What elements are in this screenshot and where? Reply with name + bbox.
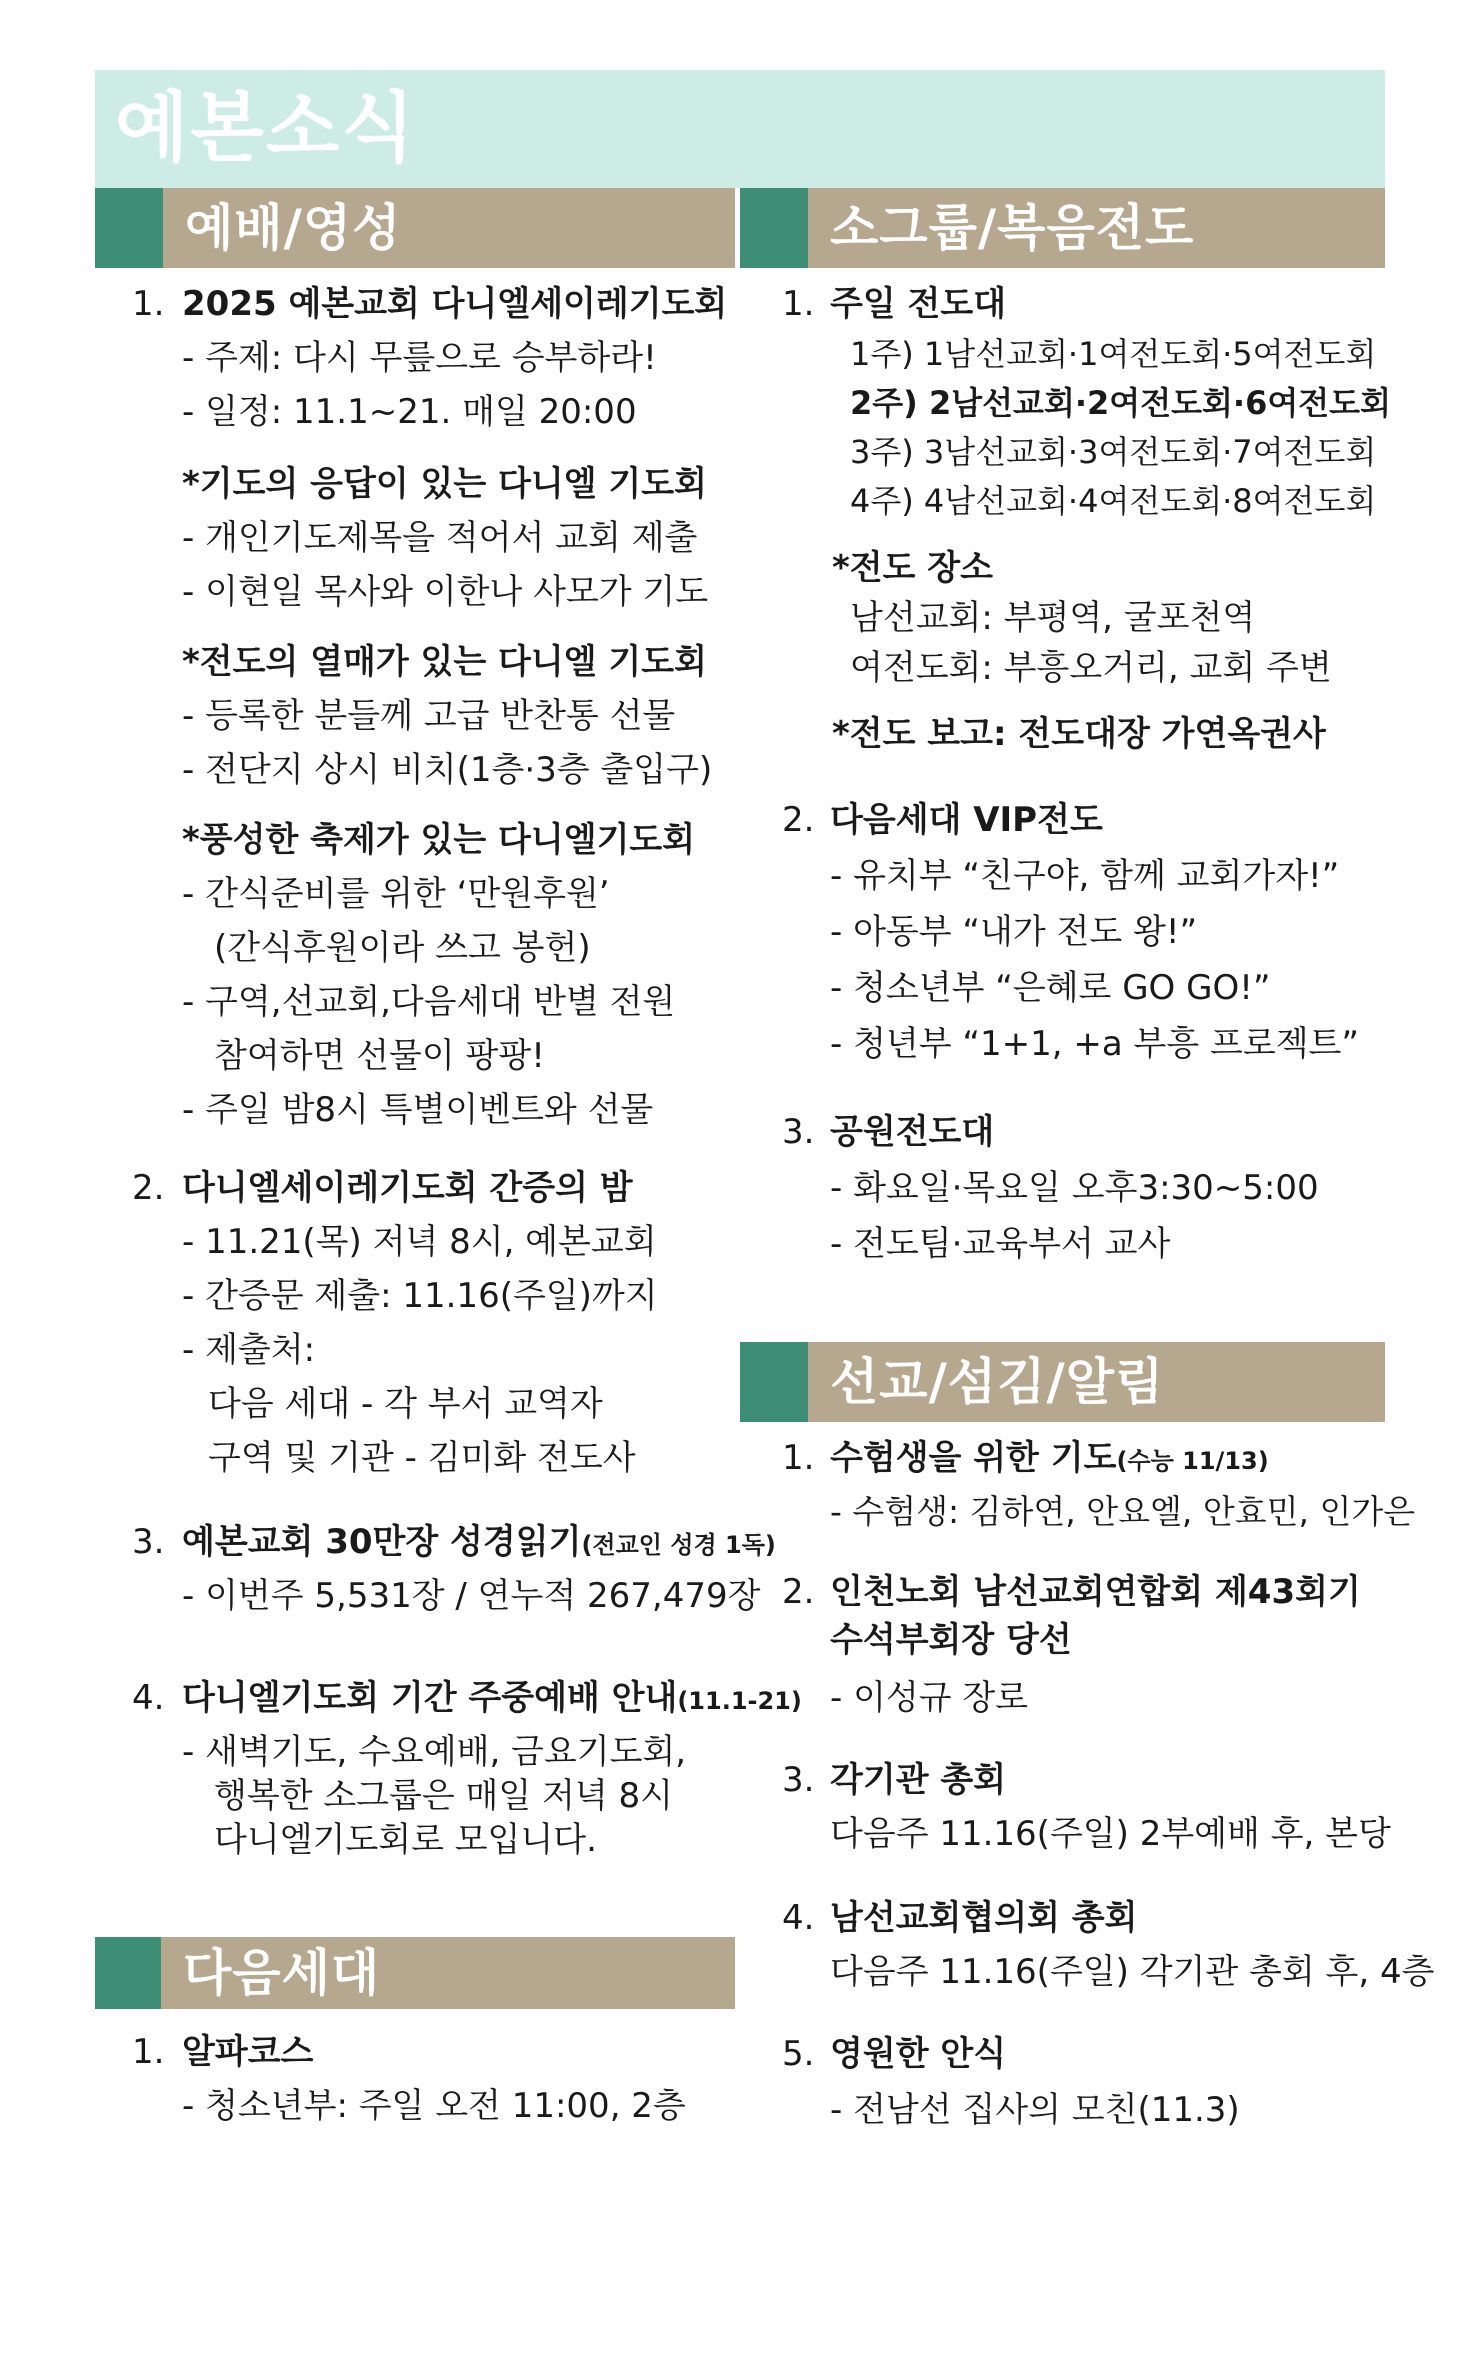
list-item: - 유치부 “친구야, 함께 교회가자!” <box>830 856 1340 896</box>
section-accent <box>95 1937 161 2009</box>
item-number: 3. <box>782 1760 815 1800</box>
item-title: 각기관 총회 <box>830 1760 1007 1800</box>
list-item: - 간증문 제출: 11.16(주일)까지 <box>182 1276 658 1316</box>
item-title: 알파코스 <box>182 2032 314 2072</box>
item-title: 남선교회협의회 총회 <box>830 1898 1138 1938</box>
list-item: - 제출처: <box>182 1330 316 1370</box>
section-title: 다음세대 <box>183 1944 381 2002</box>
list-item: - 이성규 장로 <box>830 1678 1029 1718</box>
list-item: - 일정: 11.1~21. 매일 20:00 <box>182 392 637 432</box>
list-item: - 구역,선교회,다음세대 반별 전원 <box>182 982 676 1022</box>
section-accent <box>740 188 808 268</box>
item-number: 1. <box>132 284 165 324</box>
list-item: - 전도팀·교육부서 교사 <box>830 1224 1171 1264</box>
item-title: 주일 전도대 <box>830 284 1007 324</box>
list-item: - 주제: 다시 무릎으로 승부하라! <box>182 338 657 378</box>
item-title-text: 예본교회 30만장 성경읽기 <box>182 1522 582 1562</box>
item-number: 5. <box>782 2034 815 2074</box>
list-item: - 등록한 분들께 고급 반찬통 선물 <box>182 696 676 736</box>
list-item: 구역 및 기관 - 김미화 전도사 <box>208 1438 636 1478</box>
list-item: 다음 세대 - 각 부서 교역자 <box>208 1384 603 1424</box>
item-title-note: (11.1-21) <box>677 1687 802 1715</box>
list-item: 여전도회: 부흥오거리, 교회 주변 <box>850 648 1332 688</box>
item-title-text: 다니엘기도회 기간 주중예배 안내 <box>182 1678 678 1718</box>
section-accent <box>740 1342 808 1422</box>
list-item: 참여하면 선물이 팡팡! <box>214 1036 545 1076</box>
list-item: - 이번주 5,531장 / 연누적 267,479장 <box>182 1576 761 1616</box>
list-item: - 새벽기도, 수요예배, 금요기도회, <box>182 1732 687 1772</box>
list-item: - 간식준비를 위한 ‘만원후원’ <box>182 874 610 914</box>
item-title <box>182 1676 802 1723</box>
item-title: 인천노회 남선교회연합회 제43회기 <box>830 1572 1361 1612</box>
list-item: - 개인기도제목을 적어서 교회 제출 <box>182 518 698 558</box>
item-title: 영원한 안식 <box>830 2034 1007 2074</box>
list-item: 다음주 11.16(주일) 각기관 총회 후, 4층 <box>830 1952 1435 1992</box>
section-header-smallgroup <box>740 188 1385 268</box>
list-item: 다음주 11.16(주일) 2부예배 후, 본당 <box>830 1814 1391 1854</box>
section-title: 선교/섬김/알림 <box>830 1353 1165 1411</box>
item-number: 1. <box>782 1438 815 1478</box>
list-item: 1주) 1남선교회·1여전도회·5여전도회 <box>850 335 1377 373</box>
sub-heading: *풍성한 축제가 있는 다니엘기도회 <box>182 820 696 860</box>
list-item: 2주) 2남선교회·2여전도회·6여전도회 <box>850 384 1391 422</box>
list-item: 3주) 3남선교회·3여전도회·7여전도회 <box>850 433 1377 471</box>
item-title-note: (전교인 성경 1독) <box>581 1531 776 1559</box>
item-number: 2. <box>782 800 815 840</box>
item-number: 4. <box>782 1898 815 1938</box>
page-title: 예본소식 <box>115 83 417 172</box>
section-accent <box>95 188 163 268</box>
list-item: - 전남선 집사의 모친(11.3) <box>830 2090 1240 2130</box>
item-number: 3. <box>132 1522 165 1562</box>
list-item: - 11.21(목) 저녁 8시, 예본교회 <box>182 1222 657 1262</box>
list-item: - 청소년부: 주일 오전 11:00, 2층 <box>182 2086 686 2126</box>
section-header-mission <box>740 1342 1385 1422</box>
item-title-line2: 수석부회장 당선 <box>830 1620 1072 1660</box>
page-banner <box>95 70 1385 188</box>
list-item: - 청소년부 “은혜로 GO GO!” <box>830 968 1271 1008</box>
list-item: - 수험생: 김하연, 안요엘, 안효민, 인가은 <box>830 1492 1416 1531</box>
list-item: 4주) 4남선교회·4여전도회·8여전도회 <box>850 482 1377 520</box>
sub-heading: *전도 보고: 전도대장 가연옥권사 <box>832 714 1326 754</box>
item-title: 다니엘세이레기도회 간증의 밤 <box>182 1168 633 1208</box>
list-item: - 이현일 목사와 이한나 사모가 기도 <box>182 572 709 612</box>
sub-heading: *전도 장소 <box>832 548 993 588</box>
section-title: 예배/영성 <box>185 199 402 257</box>
list-item: - 화요일·목요일 오후3:30~5:00 <box>830 1168 1319 1208</box>
item-number: 1. <box>782 284 815 324</box>
item-title: 2025 예본교회 다니엘세이레기도회 <box>182 284 728 324</box>
item-number: 3. <box>782 1112 815 1152</box>
item-title-text: 수험생을 위한 기도 <box>830 1438 1117 1478</box>
section-title: 소그룹/복음전도 <box>830 199 1195 257</box>
list-item: - 주일 밤8시 특별이벤트와 선물 <box>182 1090 654 1130</box>
item-number: 2. <box>132 1168 165 1208</box>
item-title <box>830 1436 1269 1483</box>
item-number: 2. <box>782 1572 815 1612</box>
list-item: (간식후원이라 쓰고 봉헌) <box>214 928 591 968</box>
sub-heading: *기도의 응답이 있는 다니엘 기도회 <box>182 464 707 504</box>
item-number: 1. <box>132 2032 165 2072</box>
list-item: - 아동부 “내가 전도 왕!” <box>830 912 1198 952</box>
list-item: 다니엘기도회로 모입니다. <box>214 1820 597 1860</box>
item-title <box>182 1520 776 1567</box>
item-number: 4. <box>132 1678 165 1718</box>
list-item: 행복한 소그룹은 매일 저녁 8시 <box>214 1776 673 1816</box>
item-title: 다음세대 VIP전도 <box>830 800 1103 840</box>
section-header-worship <box>95 188 735 268</box>
sub-heading: *전도의 열매가 있는 다니엘 기도회 <box>182 642 707 682</box>
list-item: - 청년부 “1+1, +a 부흥 프로젝트” <box>830 1024 1360 1064</box>
list-item: 남선교회: 부평역, 굴포천역 <box>850 598 1256 638</box>
item-title-note: (수능 11/13) <box>1116 1447 1269 1475</box>
list-item: - 전단지 상시 비치(1층·3층 출입구) <box>182 750 713 790</box>
section-header-nextgen <box>95 1937 735 2009</box>
item-title: 공원전도대 <box>830 1112 995 1152</box>
